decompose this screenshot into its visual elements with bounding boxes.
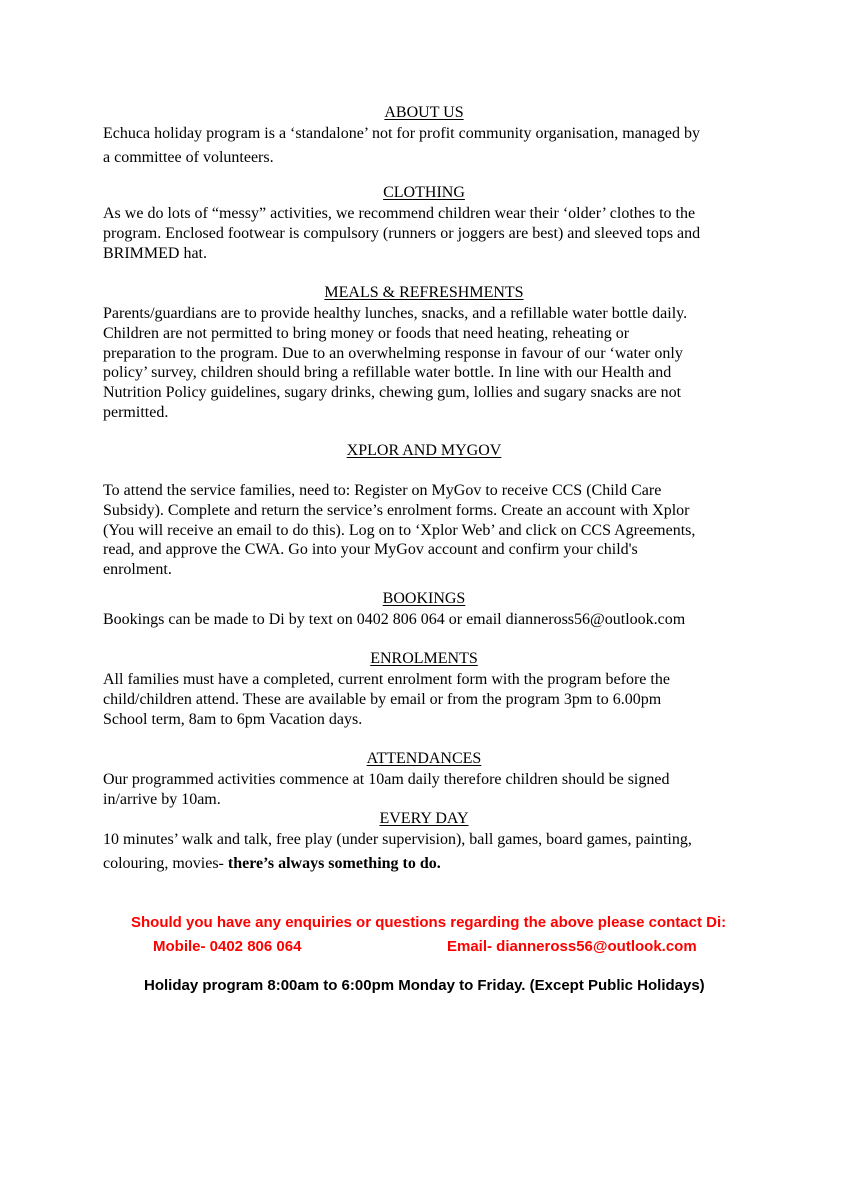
- about-paragraph: [103, 124, 763, 168]
- attendances-paragraph: [103, 770, 763, 810]
- meals-line: Children are not permitted to bring money or foods that need heating, reheating or: [103, 324, 630, 342]
- xplor-line: (You will receive an email to do this). Log on to ‘Xplor Web’ and click on CCS Agreements,: [103, 521, 696, 539]
- meals-line: Nutrition Policy guidelines, sugary drinks, chewing gum, lollies and sugary snacks are not: [103, 384, 682, 402]
- meals-line: permitted.: [103, 403, 169, 421]
- everyday-bold-text: there’s always something to do.: [227, 854, 441, 872]
- bookings-paragraph: [103, 610, 763, 630]
- attendances-line: Our programmed activities commence at 10am daily therefore children should be signed: [103, 771, 670, 788]
- everyday-paragraph: [103, 830, 763, 874]
- everyday-line: [103, 854, 763, 874]
- heading-about-us: ABOUT US: [384, 104, 464, 121]
- xplor-line: enrolment.: [103, 561, 172, 579]
- heading-enrolments: ENROLMENTS: [370, 650, 478, 667]
- contact-mobile: Mobile- 0402 806 064: [153, 938, 302, 955]
- enrolments-line: School term, 8am to 6pm Vacation days.: [103, 710, 363, 728]
- everyday-line: 10 minutes’ walk and talk, free play (under supervision), ball games, board games, painting,: [103, 831, 692, 848]
- clothing-line: As we do lots of “messy” activities, we recommend children wear their ‘older’ clothes to the: [103, 205, 696, 222]
- everyday-plain-text: colouring, movies-: [103, 854, 228, 872]
- heading-meals: MEALS & REFRESHMENTS: [324, 284, 524, 301]
- xplor-paragraph: [103, 481, 763, 580]
- clothing-line: BRIMMED hat.: [103, 244, 207, 262]
- xplor-line: To attend the service families, need to: Register on MyGov to receive CCS (Child Care: [103, 482, 662, 499]
- meals-line: preparation to the program. Due to an overwhelming response in favour of our ‘water only: [103, 344, 683, 362]
- contact-email: Email- dianneross56@outlook.com: [447, 938, 697, 955]
- enrolments-line: All families must have a completed, current enrolment form with the program before the: [103, 671, 670, 688]
- heading-clothing: CLOTHING: [383, 184, 465, 201]
- meals-line: Parents/guardians are to provide healthy lunches, snacks, and a refillable water bottle daily.: [103, 305, 688, 322]
- meals-line: policy’ survey, children should bring a refillable water bottle. In line with our Health and: [103, 364, 672, 382]
- program-hours: Holiday program 8:00am to 6:00pm Monday to Friday. (Except Public Holidays): [144, 977, 705, 994]
- enrolments-paragraph: [103, 670, 763, 729]
- contact-enquiry-text: Should you have any enquiries or questions regarding the above please contact Di:: [131, 914, 727, 931]
- heading-every-day: EVERY DAY: [379, 810, 469, 827]
- meals-paragraph: [103, 304, 763, 423]
- heading-bookings: BOOKINGS: [382, 590, 466, 607]
- enrolments-line: child/children attend. These are available by email or from the program 3pm to 6.00pm: [103, 690, 662, 708]
- xplor-line: read, and approve the CWA. Go into your MyGov account and confirm your child's: [103, 541, 638, 559]
- xplor-line: Subsidy). Complete and return the service’s enrolment forms. Create an account with Xplor: [103, 501, 690, 519]
- clothing-paragraph: [103, 204, 763, 263]
- clothing-line: program. Enclosed footwear is compulsory (runners or joggers are best) and sleeved tops and: [103, 224, 701, 242]
- heading-attendances: ATTENDANCES: [366, 750, 482, 767]
- attendances-line: in/arrive by 10am.: [103, 790, 221, 808]
- heading-xplor: XPLOR AND MYGOV: [346, 442, 502, 459]
- about-line: Echuca holiday program is a ‘standalone’ not for profit community organisation, managed by: [103, 125, 701, 142]
- bookings-line: Bookings can be made to Di by text on 0402 806 064 or email dianneross56@outlook.com: [103, 611, 686, 628]
- about-line: a committee of volunteers.: [103, 148, 274, 166]
